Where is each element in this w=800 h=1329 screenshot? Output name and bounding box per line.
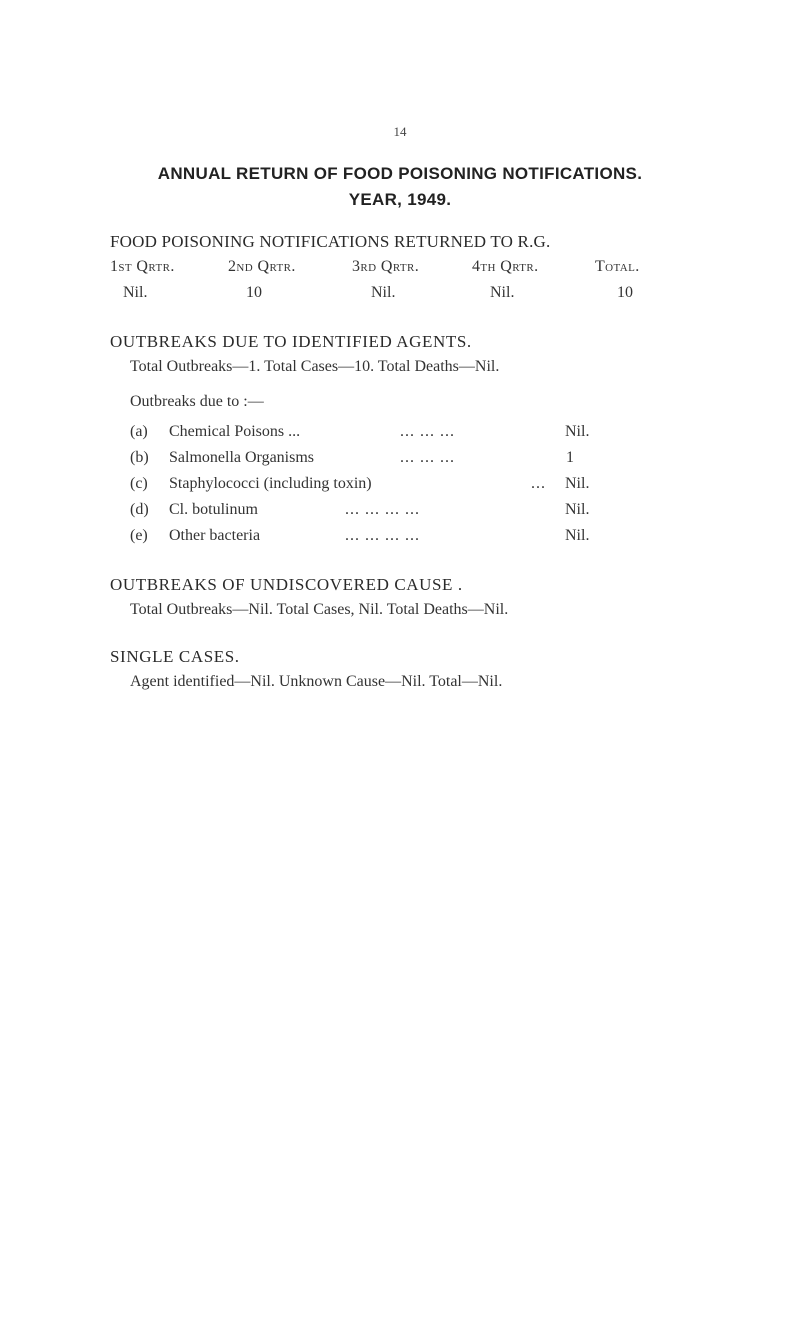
item-leader-dots: ... ... ... ... — [345, 527, 420, 544]
item-label: Staphylococci (including toxin) — [169, 475, 372, 492]
item-key: (b) — [130, 449, 149, 466]
document-subtitle-year: YEAR, 1949. — [348, 190, 452, 209]
column-header-total: Total. — [595, 258, 640, 275]
value-4th-qrtr: Nil. — [490, 284, 515, 301]
identified-agents-heading: OUTBREAKS DUE TO IDENTIFIED AGENTS. — [110, 332, 472, 351]
identified-agents-totals: Total Outbreaks—1. Total Cases—10. Total Deaths—Nil. — [130, 358, 500, 375]
item-key: (a) — [130, 423, 148, 440]
item-key: (d) — [130, 501, 149, 518]
page-number: 14 — [393, 124, 407, 139]
column-header-4th-qrtr: 4th Qrtr. — [472, 258, 539, 275]
document-title: ANNUAL RETURN OF FOOD POISONING NOTIFICATIONS. — [157, 164, 643, 183]
item-key: (e) — [130, 527, 148, 544]
item-label: Other bacteria — [169, 527, 261, 544]
item-value: Nil. — [565, 423, 590, 440]
column-header-2nd-qrtr: 2nd Qrtr. — [228, 258, 296, 275]
item-leader-dots: ... — [531, 475, 546, 492]
item-leader-dots: ... ... ... — [400, 449, 455, 466]
item-label: Salmonella Organisms — [169, 449, 315, 466]
item-value: Nil. — [565, 475, 590, 492]
value-2nd-qrtr: 10 — [246, 284, 262, 301]
outbreaks-due-to-intro: Outbreaks due to :— — [130, 393, 264, 410]
value-total: 10 — [617, 284, 633, 301]
item-key: (c) — [130, 475, 148, 492]
value-1st-qrtr: Nil. — [123, 284, 148, 301]
item-value: 1 — [566, 449, 574, 466]
column-header-1st-qrtr: 1st Qrtr. — [110, 258, 175, 275]
item-label: Chemical Poisons ... — [169, 423, 301, 440]
item-value: Nil. — [565, 501, 590, 518]
undiscovered-cause-totals: Total Outbreaks—Nil. Total Cases, Nil. Total Deaths—Nil. — [130, 601, 509, 618]
item-label: Cl. botulinum — [169, 501, 258, 518]
column-header-3rd-qrtr: 3rd Qrtr. — [352, 258, 420, 275]
single-cases-totals: Agent identified—Nil. Unknown Cause—Nil. Total—Nil. — [130, 673, 503, 690]
item-leader-dots: ... ... ... ... — [345, 501, 420, 518]
notifications-heading: FOOD POISONING NOTIFICATIONS RETURNED TO R.G. — [110, 232, 551, 251]
value-3rd-qrtr: Nil. — [371, 284, 396, 301]
single-cases-heading: SINGLE CASES. — [110, 647, 240, 666]
item-leader-dots: ... ... ... — [400, 423, 455, 440]
undiscovered-cause-heading: OUTBREAKS OF UNDISCOVERED CAUSE . — [110, 575, 463, 594]
item-value: Nil. — [565, 527, 590, 544]
